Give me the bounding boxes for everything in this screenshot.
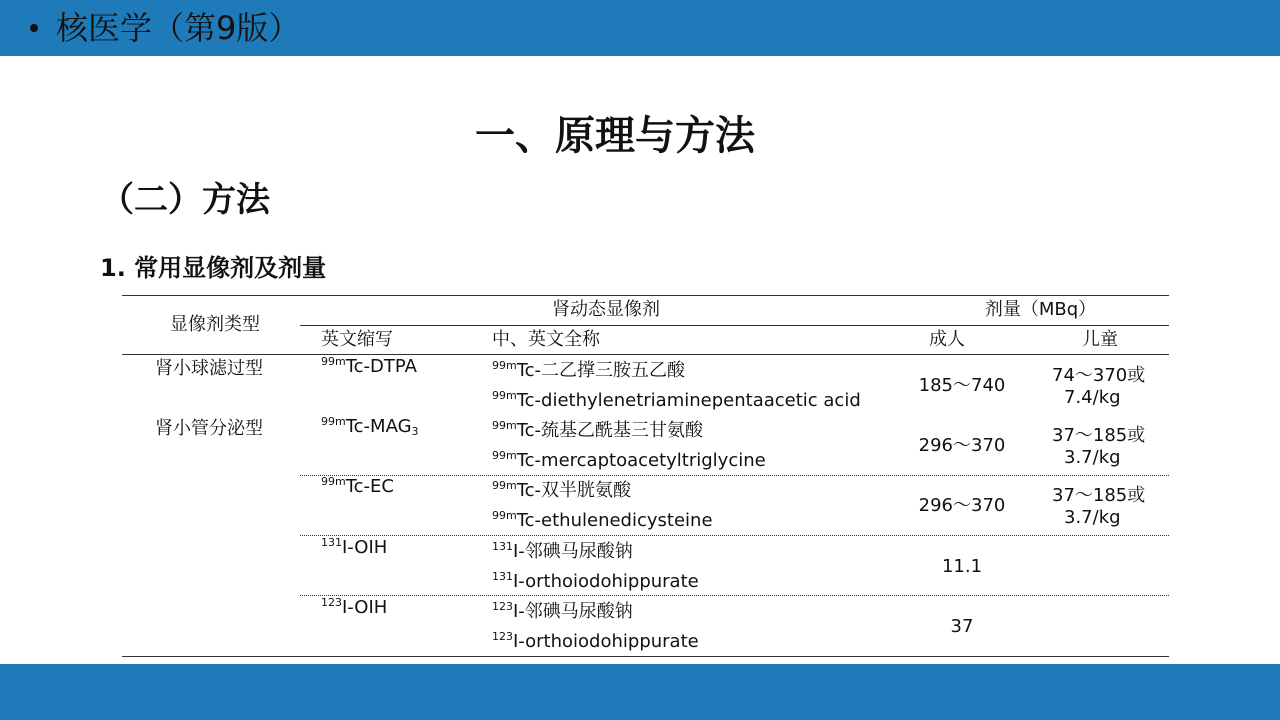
cn-name-cell: $^{99m}$Tc-巯基乙酰基三甘氨酸 (492, 419, 704, 441)
child-dose-cell: 37～185或 (1052, 425, 1146, 446)
header-adult: 成人 (929, 329, 965, 350)
bullet-icon (30, 24, 38, 32)
cn-name-cell: $^{123}$I-邻碘马尿酸钠 (492, 600, 633, 622)
header-fullname: 中、英文全称 (492, 329, 600, 350)
abbr-cell: $^{99m}Tc-MAG_3$ (321, 415, 419, 438)
adult-dose-cell: 296～370 (918, 495, 1006, 516)
footer-bar (0, 664, 1280, 720)
table-top-rule (122, 295, 1169, 296)
header-abbr: 英文缩写 (321, 329, 393, 350)
adult-dose-cell: 37 (950, 616, 974, 637)
type-glomerular: 肾小球滤过型 (155, 358, 263, 379)
type-tubular: 肾小管分泌型 (155, 418, 263, 439)
header-dose-group: 剂量（MBq） (984, 299, 1097, 320)
header-agent-group: 肾动态显像剂 (552, 299, 660, 320)
adult-dose-cell: 185～740 (918, 375, 1006, 396)
section-title: 1. 常用显像剂及剂量 (100, 254, 327, 282)
header-type: 显像剂类型 (170, 314, 260, 335)
abbr-cell: $^{99m}$Tc-DTPA (321, 355, 417, 377)
course-title: 核医学（第9版） (56, 9, 301, 47)
header-bar (0, 0, 1280, 56)
cn-name-cell: $^{99m}$Tc-二乙撑三胺五乙酸 (492, 359, 686, 381)
child-dose-cell: 3.7/kg (1064, 507, 1121, 528)
en-name-cell: $^{123}$I-orthoiodohippurate (492, 630, 699, 652)
adult-dose-cell: 296～370 (918, 435, 1006, 456)
abbr-cell: $^{131}$I-OIH (321, 536, 388, 558)
slide-heading: 一、原理与方法 (475, 113, 755, 159)
cn-name-cell: $^{99m}$Tc-双半胱氨酸 (492, 479, 632, 501)
child-dose-cell: 74～370或 (1052, 365, 1146, 386)
en-name-cell: $^{131}$I-orthoiodohippurate (492, 570, 699, 592)
abbr-cell: $^{99m}$Tc-EC (321, 475, 394, 497)
slide-subheading: （二）方法 (100, 180, 270, 220)
en-name-cell: $^{99m}$Tc-diethylenetriaminepentaacetic acid (492, 389, 861, 411)
table-header-mid-rule (300, 325, 1169, 326)
abbr-cell: $^{123}$I-OIH (321, 596, 388, 618)
child-dose-cell: 3.7/kg (1064, 447, 1121, 468)
table-header-bottom-rule (122, 354, 1169, 355)
table-bottom-rule (122, 656, 1169, 657)
table-row-divider (300, 475, 1169, 476)
header-child: 儿童 (1082, 329, 1118, 350)
table-row-divider (300, 595, 1169, 596)
child-dose-cell: 7.4/kg (1064, 387, 1121, 408)
table-row-divider (300, 535, 1169, 536)
adult-dose-cell: 11.1 (941, 556, 983, 577)
en-name-cell: $^{99m}$Tc-ethulenedicysteine (492, 509, 713, 531)
en-name-cell: $^{99m}$Tc-mercaptoacetyltriglycine (492, 449, 766, 471)
cn-name-cell: $^{131}$I-邻碘马尿酸钠 (492, 540, 633, 562)
child-dose-cell: 37～185或 (1052, 485, 1146, 506)
